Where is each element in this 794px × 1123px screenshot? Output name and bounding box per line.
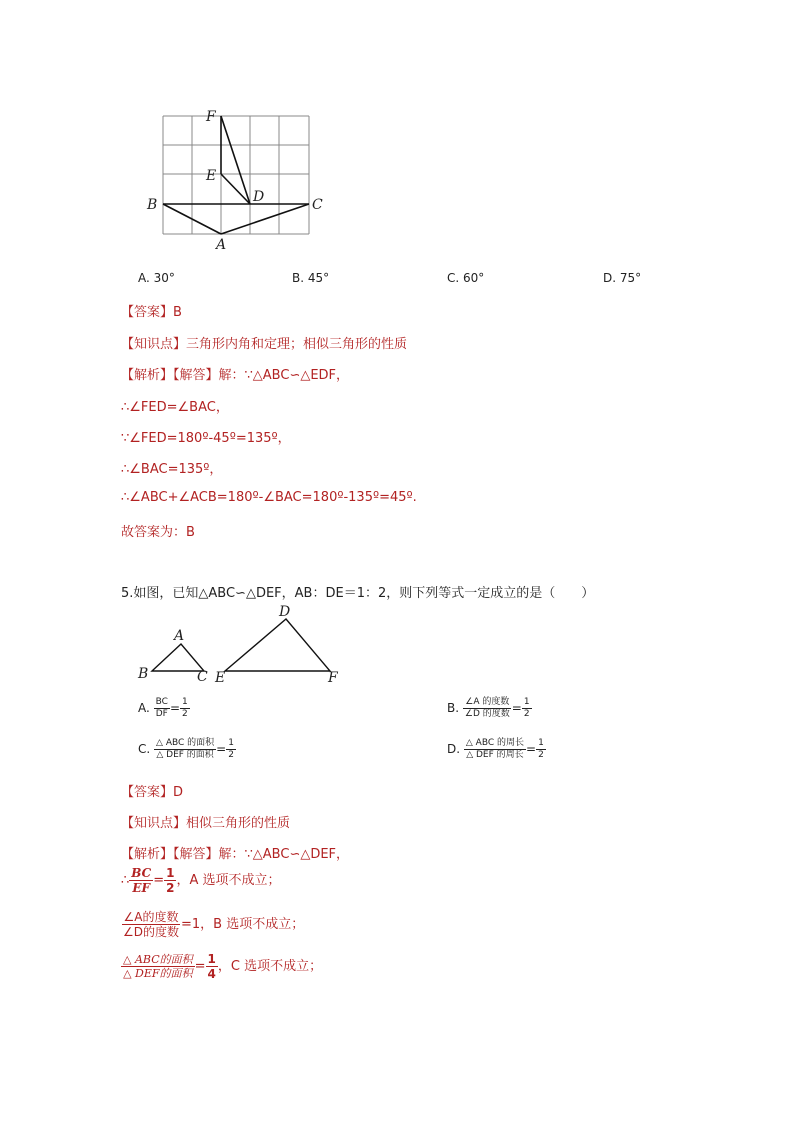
answer-value: D: [173, 785, 184, 800]
answer-value: B: [173, 305, 182, 320]
label-A: A: [216, 237, 227, 253]
label-D: D: [253, 189, 265, 205]
label-E: E: [206, 168, 217, 184]
option-ratio: $\frac{1}{2}$: [538, 738, 544, 760]
option-ratio: $\frac{1}{2}$: [228, 738, 234, 760]
q4-analysis-line: [121, 364, 349, 383]
q5-label-A: A: [174, 628, 185, 644]
knowledge-point: 相似三角形的性质: [186, 816, 291, 831]
option-fraction: $\frac{BC}{DF}$: [155, 697, 168, 719]
kp-tag: 【知识点】: [121, 816, 187, 831]
q5-label-F: F: [328, 670, 338, 686]
q5-label-E: E: [215, 670, 226, 686]
q5-question: 5.如图，已知△ABC∽△DEF，AB：DE＝1：2，则下列等式一定成立的是（ ）: [121, 586, 595, 601]
analysis-line-5: ∴∠ABC+∠ACB=180º-∠BAC=180º-135º=45º.: [121, 490, 417, 505]
q4-answer-line: [121, 301, 182, 320]
analysis-tag: 【解析】【解答】: [121, 368, 219, 383]
analysis-line-4: ∴∠BAC=135º，: [121, 462, 223, 477]
option-letter: B.: [447, 701, 460, 715]
analysis-line-2: ∴∠FED=∠BAC，: [121, 400, 229, 415]
q5-label-D: D: [279, 604, 291, 620]
option-letter: D.: [447, 742, 461, 756]
q4-option-c: C. 60°: [447, 271, 485, 285]
analysis-line-1: 解：∵△ABC∽△EDF，: [218, 368, 350, 383]
q5-answer-line: [121, 781, 183, 800]
conclusion-line: 故答案为：B: [121, 525, 195, 540]
analysis-tag: 【解析】【解答】: [121, 847, 219, 862]
q5-option-a: A. $\frac{BC}{DF}$ = $\frac{1}{2}$: [138, 697, 188, 719]
q5-option-d: D. $\frac{\text{△ ABC 的周长}}{\text{△ DEF 的周长}}$ = $\frac{1}{2}$: [447, 738, 544, 760]
q5-triangles-figure: [130, 600, 350, 690]
knowledge-point: 三角形内角和定理；相似三角形的性质: [186, 337, 408, 352]
q5-label-C: C: [197, 669, 208, 685]
option-fraction: $\frac{\text{△ ABC 的周长}}{\text{△ DEF 的周长}}$: [465, 738, 524, 760]
label-B: B: [147, 197, 158, 213]
option-fraction: $\frac{\text{∠A 的度数}}{\text{∠D 的度数}}$: [464, 697, 510, 719]
q4-option-b: B. 45°: [292, 271, 330, 285]
option-ratio: $\frac{1}{2}$: [523, 697, 530, 719]
q4-option-d: D. 75°: [603, 271, 642, 285]
label-C: C: [312, 197, 323, 213]
q4-grid-figure: [140, 105, 340, 255]
q5-option-c: C. $\frac{\text{△ ABC 的面积}}{\text{△ DEF 的面积}}$ = $\frac{1}{2}$: [138, 738, 234, 760]
option-letter: A.: [138, 701, 150, 715]
kp-tag: 【知识点】: [121, 337, 187, 352]
label-F: F: [206, 109, 216, 125]
analysis-line-3: ∵∠FED=180º-45º=135º，: [121, 431, 291, 446]
answer-tag: 【答案】: [121, 305, 174, 320]
answer-tag: 【答案】: [121, 785, 174, 800]
analysis-line-1: 解：∵△ABC∽△DEF，: [218, 847, 350, 862]
q5-step-2: $\frac{\text{∠A的度数}}{\text{∠D的度数}}$ =1，B 选项不成立；: [123, 910, 305, 939]
q4-option-a: A. 30°: [138, 271, 175, 285]
option-fraction: $\frac{\text{△ ABC 的面积}}{\text{△ DEF 的面积}}$: [156, 738, 215, 760]
q4-knowledge-line: [121, 333, 407, 352]
q5-step-3: $\frac{\text{△ ABC的面积}}{\text{△ DEF的面积}}$ = $\frac{1}{4}$ ，C 选项不成立；: [123, 952, 323, 981]
option-ratio: $\frac{1}{2}$: [182, 697, 188, 719]
q5-step-1: ∴ $\frac{BC}{EF}$ = $\frac{1}{2}$ ，A 选项不成立；: [121, 866, 281, 895]
q5-analysis-line: [121, 843, 349, 862]
option-letter: C.: [138, 742, 151, 756]
q5-knowledge-line: [121, 812, 290, 831]
q5-option-b: B. $\frac{\text{∠A 的度数}}{\text{∠D 的度数}}$ = $\frac{1}{2}$: [447, 697, 530, 719]
q5-label-B: B: [138, 666, 149, 682]
